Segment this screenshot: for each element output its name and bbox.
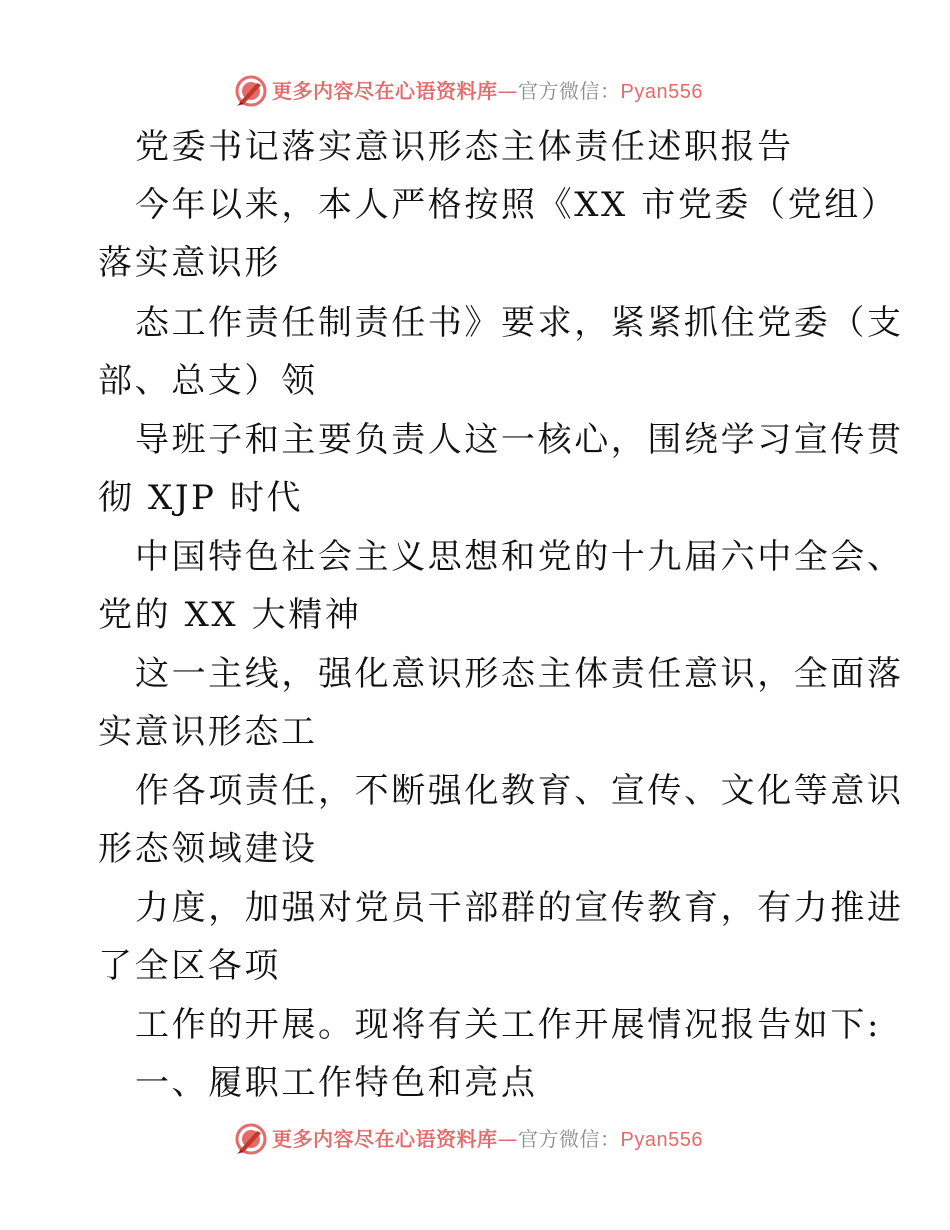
watermark-main-text: 更多内容尽在心语资料库 [272, 1127, 498, 1151]
watermark-header [0, 71, 950, 111]
text-line: 力度，加强对党员干部群的宣传教育，有力推进 [135, 888, 904, 928]
text-line: 中国特色社会主义思想和党的十九届六中全会、 [135, 537, 904, 577]
watermark-text [272, 78, 703, 105]
watermark-dash: — [497, 1127, 518, 1151]
text-line: 形态领域建设 [98, 829, 318, 869]
watermark-footer [0, 1119, 950, 1159]
watermark-official-label: 官方微信： [518, 79, 621, 103]
watermark-handle: Pyan556 [620, 81, 703, 103]
pen-circle-logo-icon [233, 73, 269, 109]
text-line: 部、总支）领 [98, 361, 318, 401]
text-line: 党的 XX 大精神 [98, 595, 362, 635]
watermark-main-text: 更多内容尽在心语资料库 [272, 79, 498, 103]
watermark-handle: Pyan556 [620, 1129, 703, 1151]
text-line: 这一主线，强化意识形态主体责任意识，全面落 [135, 654, 904, 694]
watermark-dash: — [497, 79, 518, 103]
text-line: 了全区各项 [98, 946, 281, 986]
watermark-text [272, 1126, 703, 1153]
text-line: 作各项责任，不断强化教育、宣传、文化等意识 [135, 771, 904, 811]
watermark-official-label: 官方微信： [518, 1127, 621, 1151]
text-line: 今年以来，本人严格按照《XX 市党委（党组） [135, 185, 898, 225]
text-line: 落实意识形 [98, 243, 281, 283]
text-line: 导班子和主要负责人这一核心，围绕学习宣传贯 [135, 420, 904, 460]
pen-circle-logo-icon [233, 1121, 269, 1157]
text-line: 实意识形态工 [98, 712, 318, 752]
document-title: 党委书记落实意识形态主体责任述职报告 [135, 127, 794, 167]
section-heading: 一、履职工作特色和亮点 [135, 1063, 538, 1103]
text-line: 彻 XJP 时代 [98, 478, 304, 518]
text-line: 态工作责任制责任书》要求，紧紧抓住党委（支 [135, 303, 904, 343]
text-line: 工作的开展。现将有关工作开展情况报告如下: [135, 1005, 882, 1045]
